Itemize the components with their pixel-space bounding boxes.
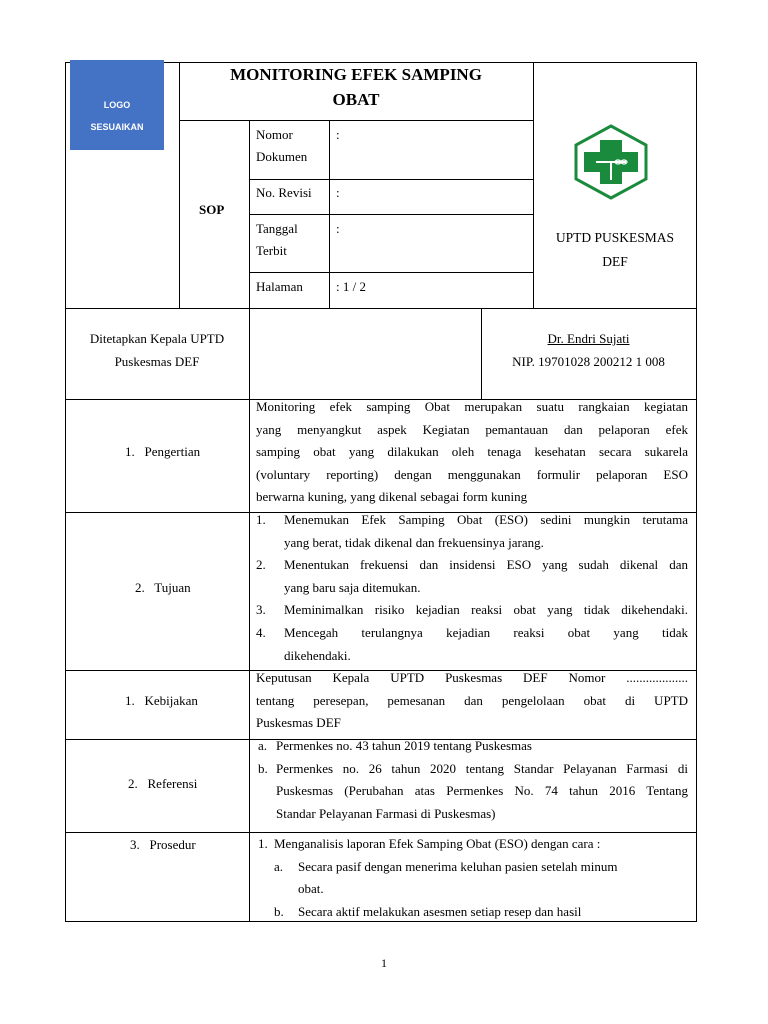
field-halaman-label: Halaman bbox=[256, 279, 303, 294]
field-no-revisi-label: No. Revisi bbox=[256, 185, 312, 200]
organization-name: UPTD PUSKESMAS DEF bbox=[555, 230, 675, 269]
list-item: a. Secara pasif dengan menerima keluhan pasien setelah minum obat. bbox=[274, 858, 618, 897]
tujuan-list bbox=[256, 509, 688, 671]
field-no-revisi-value: : bbox=[336, 185, 340, 200]
title-line-1: MONITORING EFEK SAMPING bbox=[230, 65, 482, 84]
field-tanggal-terbit-label: Tanggal Terbit bbox=[256, 221, 298, 258]
section-label-prosedur: 3. Prosedur bbox=[130, 837, 196, 852]
approval-label: Ditetapkan Kepala UPTD Puskesmas DEF bbox=[89, 331, 225, 369]
list-item: 4. Mencegah terulangnya kejadian reaksi obat yang tidak dikehendaki. bbox=[256, 625, 688, 663]
field-halaman-value: : 1 / 2 bbox=[336, 279, 366, 294]
list-item: 2. Menentukan frekuensi dan insidensi ESO yang sudah dikenal dan yang baru saja ditemukan. bbox=[256, 557, 688, 595]
list-item: b. Permenkes no. 26 tahun 2020 tentang Standar Pelayanan Farmasi di Puskesmas (Perubahan atas Permenkes No. 74 tahun 2016 Tentang Standar Pelayanan Farmasi di Puskesmas) bbox=[258, 760, 688, 821]
list-item: 1. Menemukan Efek Samping Obat (ESO) sedini mungkin terutama yang berat, tidak dikenal dan frekuensinya jarang. bbox=[256, 512, 688, 550]
section-label-referensi: 2. Referensi bbox=[128, 776, 198, 791]
document-title bbox=[180, 62, 532, 112]
logo-text: LOGO bbox=[103, 100, 131, 110]
logo-placeholder bbox=[70, 60, 164, 150]
signatory-nip: NIP. 19701028 200212 1 008 bbox=[512, 353, 665, 369]
section-label-tujuan: 2. Tujuan bbox=[135, 580, 191, 595]
list-item: 3. Meminimalkan risiko kejadian reaksi obat yang tidak dikehendaki. bbox=[256, 602, 688, 617]
signatory-name: Dr. Endri Sujati bbox=[547, 331, 630, 346]
sop-label: SOP bbox=[199, 202, 225, 217]
list-item: a. Permenkes no. 43 tahun 2019 tentang Puskesmas bbox=[258, 738, 532, 753]
logo-subtext: SESUAIKAN bbox=[90, 122, 144, 132]
field-nomor-dokumen-label: Nomor Dokumen bbox=[256, 127, 308, 164]
list-item: 1. Menganalisis laporan Efek Samping Obat (ESO) dengan cara : bbox=[258, 836, 601, 851]
field-tanggal-terbit-value: : bbox=[336, 221, 340, 236]
referensi-list bbox=[258, 735, 688, 825]
signatory bbox=[481, 328, 696, 373]
page-number: 1 bbox=[381, 956, 387, 970]
kebijakan-text: Keputusan Kepala UPTD Puskesmas DEF Nomor ................... tentang peresepan, pemesanan dan pengelolaan obat di UPTD Puskesmas DEF bbox=[256, 670, 688, 731]
section-label-pengertian: 1. Pengertian bbox=[125, 444, 201, 459]
section-label-kebijakan: 1. Kebijakan bbox=[125, 693, 198, 708]
pengertian-text: Monitoring efek samping Obat merupakan suatu rangkaian kegiatan yang menyangkut aspek Kegiatan pemantauan dan pelaporan efek samping obat yang dilakukan oleh tenaga kesehatan secara sukarela (voluntary reporting) dengan menggunakan formulir pelaporan ESO berwarna kuning, yang dikenal sebagai form kuning bbox=[256, 399, 688, 505]
green-cross-puskesmas-icon bbox=[572, 124, 650, 200]
prosedur-list bbox=[258, 833, 688, 923]
title-line-2: OBAT bbox=[332, 90, 380, 109]
list-item: b. Secara aktif melakukan asesmen setiap resep dan hasil bbox=[274, 903, 582, 919]
field-nomor-dokumen-value: : bbox=[336, 127, 340, 142]
